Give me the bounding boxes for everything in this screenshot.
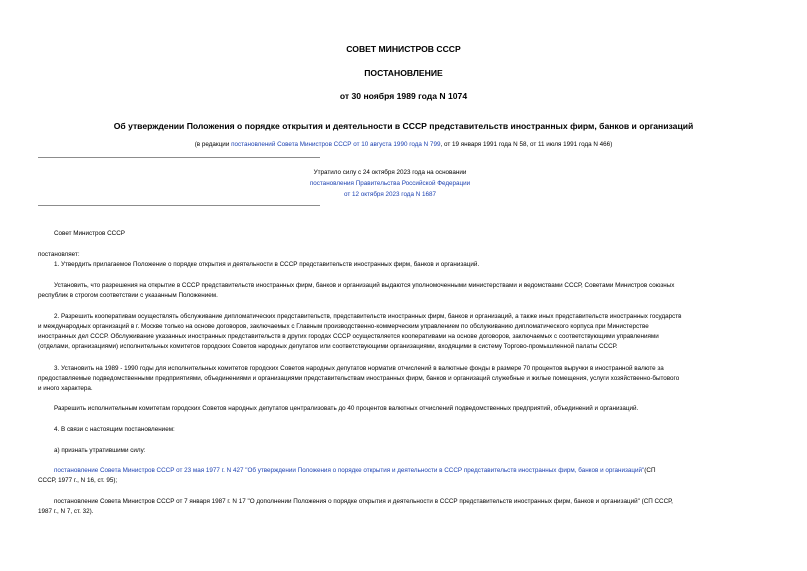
paragraph-8-line-2: СССР, 1977 г., N 16, ст. 95); [38,476,118,484]
paragraph-9-line-1: постановление Совета Министров СССР от 7 января 1987 г. N 17 "О дополнении Положения о порядке открытия и деятельности в СССР представительств иностранных фирм, банков и организаций" (СП СССР, [54,498,673,505]
edition-link[interactable]: постановлений Совета Министров СССР от 10 августа 1990 года N 799 [231,141,441,148]
edition-suffix: , от 19 января 1991 года N 58, от 11 июля 1991 года N 466) [440,141,613,148]
paragraph-6: 4. В связи с настоящим постановлением: [54,426,175,433]
paragraph-9-line-2: 1987 г., N 7, ст. 32). [38,507,94,515]
paragraph-4 [38,364,772,394]
date-number-heading: от 30 ноября 1989 года N 1074 [339,91,468,101]
document-title: Об утверждении Положения о порядке открытия и деятельности в СССР представительств иностранных фирм, банков и организаций [113,121,694,131]
paragraph-3-line-2: и международных организаций в г. Москве только на основе договоров, заключаемых с Главным производственно-коммерческим управлением по обслуживанию дипломатического корпуса при Министерстве [38,322,649,330]
council-text: Совет Министров СССР [54,230,125,237]
divider-top [38,157,320,158]
paragraph-5: Разрешить исполнительным комитетам городских Советов народных депутатов централизовать до 40 процентов валютных отчислений подведомственных предприятий, объединений и организаций. [54,405,639,412]
paragraph-3 [38,312,772,352]
document-type-heading: ПОСТАНОВЛЕНИЕ [364,68,443,78]
divider-bottom [38,205,320,206]
paragraph-7: а) признать утратившими силу: [54,447,146,454]
edition-note [0,141,807,148]
paragraph-4-line-1: 3. Установить на 1989 - 1990 годы для исполнительных комитетов городских Советов народных депутатов норматив отчислений в валютные фонды в размере 70 процентов выручки в иностранной валюте за [54,365,664,372]
paragraph-8-tail: (СП [644,467,656,474]
resolves-text: постановляет: [38,251,80,258]
paragraph-2-line-2: республик в строгом соответствии с указанным Положением. [38,291,218,299]
lost-force-link-1[interactable]: постановления Правительства Российской Федерации [309,180,471,187]
paragraph-4-line-2: предоставляемые подведомственными предприятиями, объединениями и организациями представительствам иностранных фирм, банков и организаций служебные и жилые помещения, услуги хозяйственно-бытового [38,374,680,382]
paragraph-3-line-1: 2. Разрешить кооперативам осуществлять обслуживание дипломатических представительств, представительств иностранных фирм, банков и организаций, а также иных представительств иностранных государств [54,313,682,320]
paragraph-8 [38,466,772,486]
paragraph-9 [38,497,772,517]
paragraph-2 [38,281,772,301]
paragraph-3-line-3: иностранных дел СССР. Обслуживание указанных иностранных представительств в других городах СССР осуществляется кооперативами на основе договоров, заключаемых с соответствующими управлениями [38,332,659,340]
repealed-decree-link[interactable]: постановление Совета Министров СССР от 23 мая 1977 г. N 427 "Об утверждении Положения о порядке открытия и деятельности в СССР представительств иностранных фирм, банков и организаций" [54,467,645,474]
lost-force-notice [180,167,600,200]
edition-prefix: (в редакции [194,141,232,148]
paragraph-8-line-1 [38,466,772,476]
paragraph-3-line-4: (отделами, организациями) исполнительных комитетов городских Советов народных депутатов или соответствующими организациями, входящими в систему Торгово-промышленной палаты СССР. [38,342,618,350]
lost-force-link-2[interactable]: от 12 октября 2023 года N 1687 [343,191,437,198]
paragraph-1: 1. Утвердить прилагаемое Положение о порядке открытия и деятельности в СССР представительств иностранных фирм, банков и организаций. [54,261,480,268]
paragraph-4-line-3: и иного характера. [38,384,93,392]
lost-force-text: Утратило силу с 24 октября 2023 года на основании [313,169,467,176]
paragraph-2-line-1: Установить, что разрешения на открытие в СССР представительств иностранных фирм, банков и организаций выдаются уполномоченными министерствами и ведомствами СССР, Советами Министров союзных [54,282,675,289]
issuer-heading: СОВЕТ МИНИСТРОВ СССР [346,44,461,54]
